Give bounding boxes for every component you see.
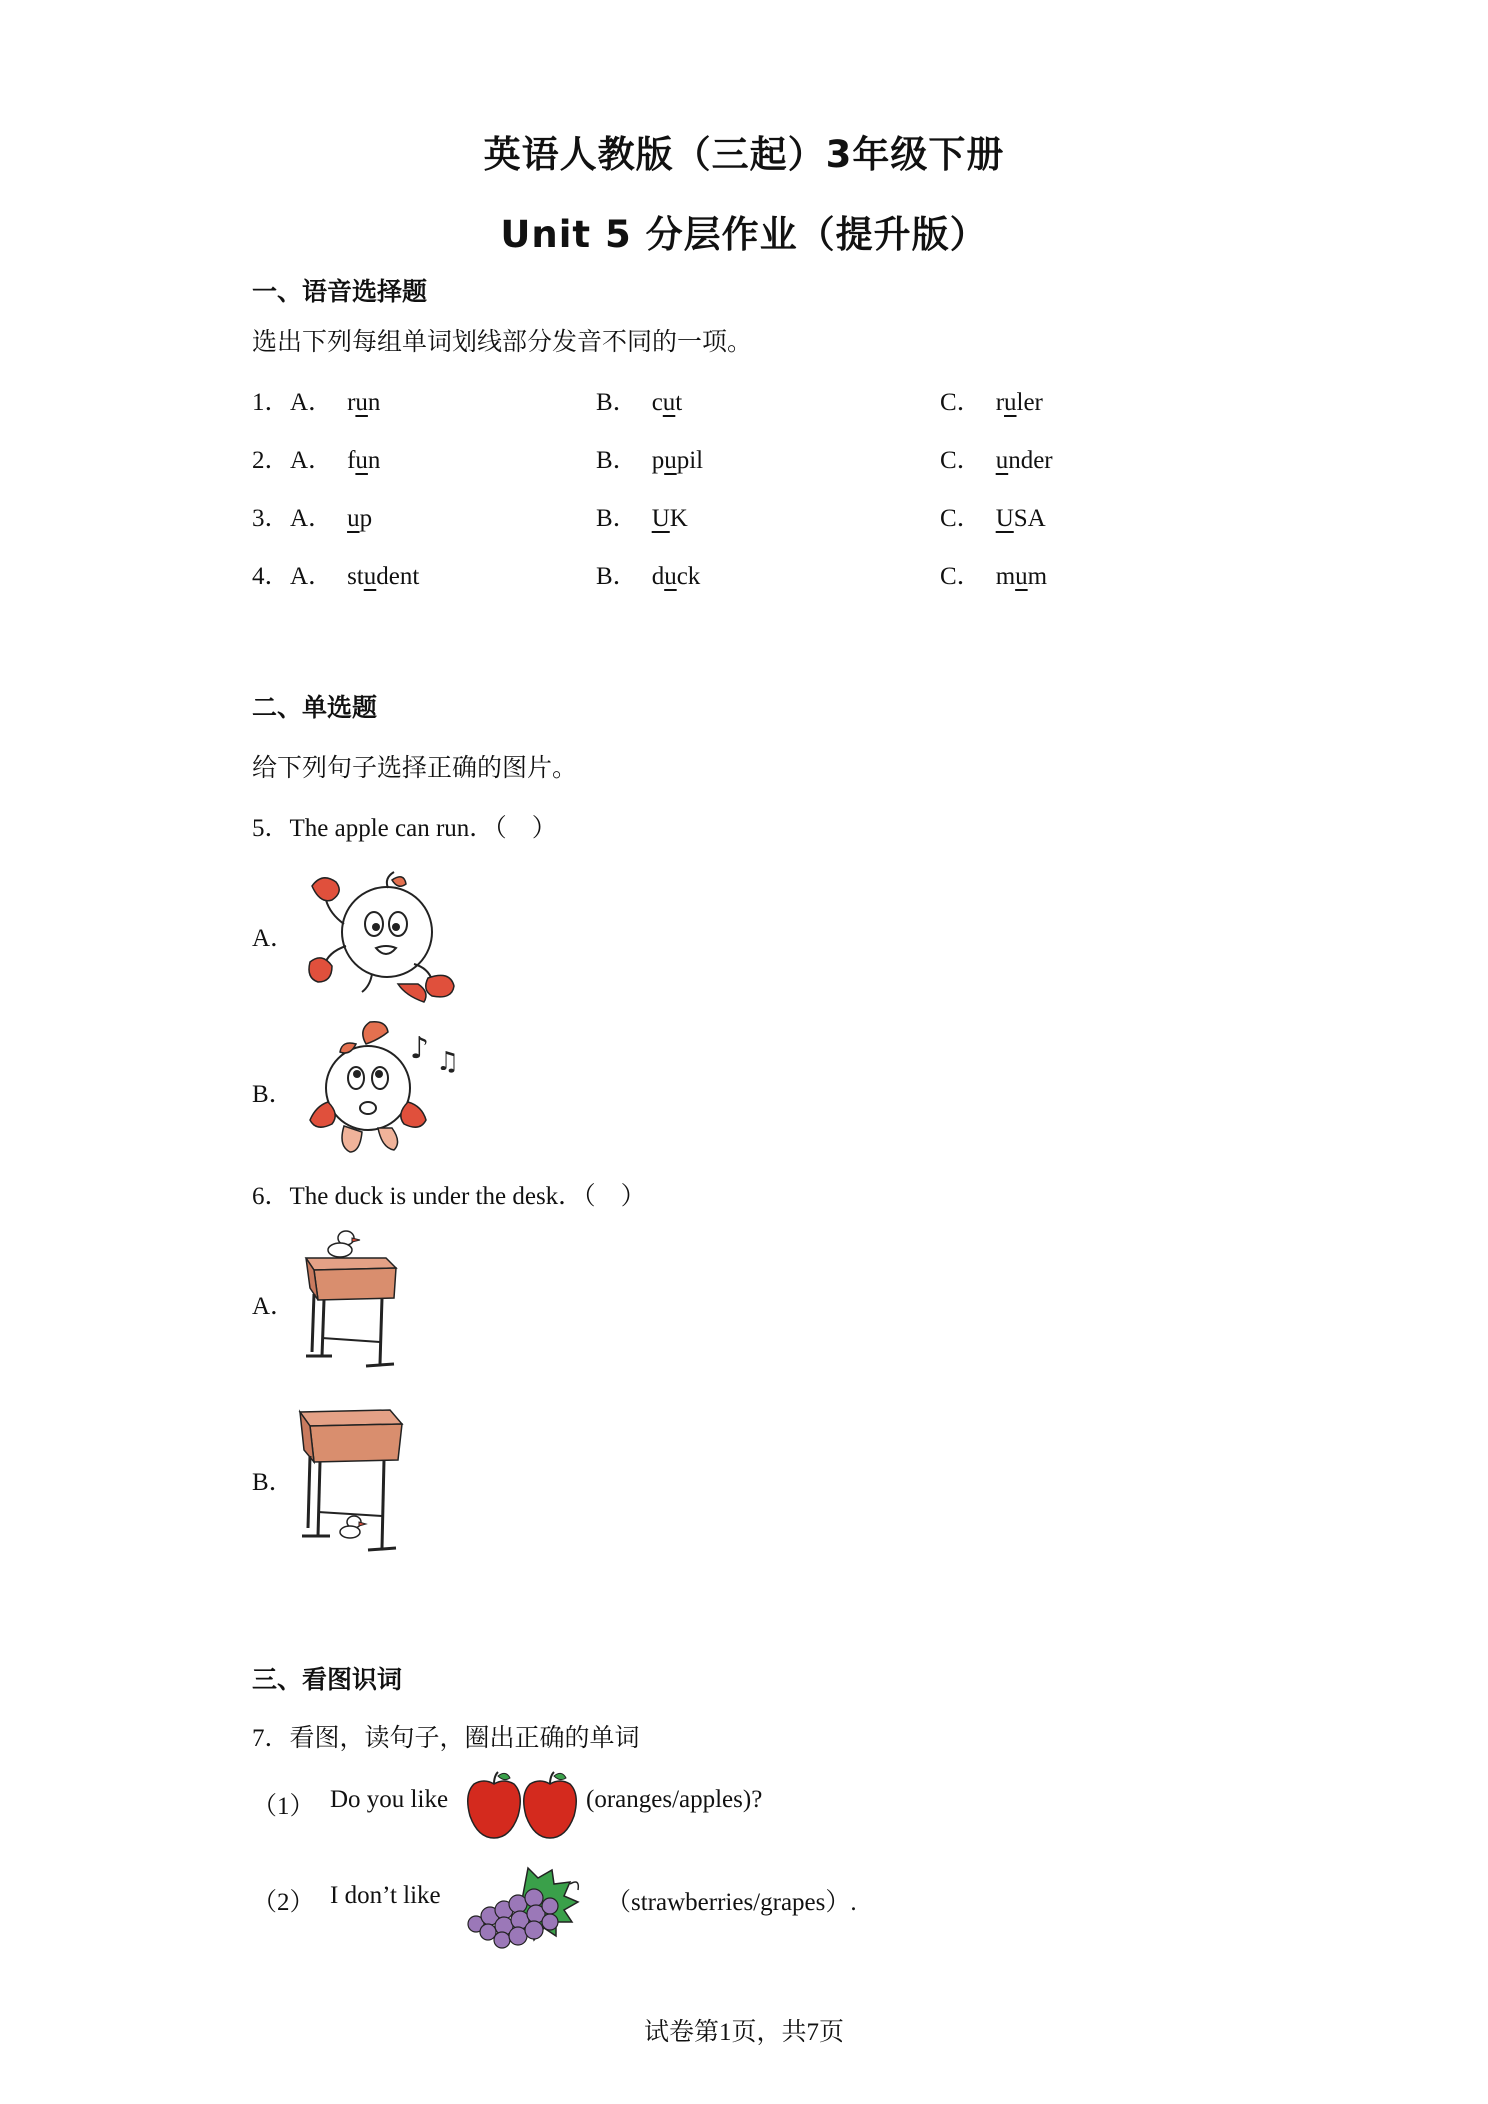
page-subtitle: Unit 5 分层作业（提升版）	[500, 213, 988, 256]
answer-option	[596, 440, 703, 476]
answer-option	[290, 498, 372, 534]
underlined-letter: u	[355, 389, 368, 416]
word-part: m	[1027, 563, 1048, 590]
word-part: ler	[1016, 389, 1043, 416]
answer-option	[290, 382, 380, 418]
underlined-letter: u	[1004, 389, 1017, 416]
option-label: B．	[596, 389, 638, 416]
sentence-text: Do you like	[330, 1786, 449, 1813]
underlined-letter: u	[347, 505, 360, 532]
answer-option	[940, 498, 1046, 534]
word-part: c	[651, 389, 663, 416]
underlined-letter: u	[664, 447, 677, 474]
option-label: C．	[940, 563, 982, 590]
word-part: n	[367, 447, 381, 474]
underlined-letter: u	[664, 563, 677, 590]
word-part: f	[347, 447, 356, 474]
svg-text:♫: ♫	[436, 1047, 460, 1077]
option-label: B．	[596, 447, 638, 474]
word-part: r	[347, 389, 356, 416]
answer-option	[596, 498, 688, 534]
answer-option	[940, 440, 1053, 476]
running-apple-image	[302, 866, 472, 1006]
question-7: 7．看图，读句子，圈出正确的单词	[252, 1725, 640, 1752]
word-part: dent	[376, 563, 420, 590]
question-number: 1．	[252, 389, 290, 416]
section-instruction: 给下列句子选择正确的图片。	[252, 755, 578, 782]
question-number: 4．	[252, 563, 290, 590]
option-label: B．	[596, 563, 638, 590]
word-choice: （strawberries/grapes）.	[606, 1889, 857, 1916]
answer-option	[940, 382, 1043, 418]
underlined-letter: u	[1015, 563, 1028, 590]
word-part: p	[359, 505, 373, 532]
answer-option	[940, 556, 1047, 592]
question-number: 3．	[252, 505, 290, 532]
word-part: nder	[1008, 447, 1053, 474]
word-part: st	[347, 563, 364, 590]
answer-option	[290, 440, 380, 476]
option-label: A．	[290, 505, 334, 532]
option-label-a: A．	[252, 1293, 296, 1320]
option-label: C．	[940, 447, 982, 474]
option-label: B．	[596, 505, 638, 532]
question-number: 2．	[252, 447, 290, 474]
option-label: C．	[940, 505, 982, 532]
word-choice: (oranges/apples)?	[586, 1786, 763, 1813]
grapes-image	[458, 1862, 598, 1952]
word-part: pil	[676, 447, 704, 474]
question-6: 6．The duck is under the desk．（ ）	[252, 1183, 646, 1210]
word-part: SA	[1013, 505, 1046, 532]
duck-on-desk-image	[296, 1224, 404, 1374]
word-part: n	[367, 389, 381, 416]
option-label: A．	[290, 447, 334, 474]
word-part: m	[995, 563, 1016, 590]
option-label-b: B．	[252, 1081, 294, 1108]
word-part: p	[651, 447, 665, 474]
word-part: r	[995, 389, 1005, 416]
answer-option	[596, 556, 700, 592]
underlined-letter: u	[995, 447, 1009, 474]
option-label: A．	[290, 563, 334, 590]
answer-option	[596, 382, 682, 418]
underlined-letter: u	[355, 447, 368, 474]
option-label-a: A．	[252, 925, 296, 952]
singing-apple-image	[298, 1018, 474, 1160]
section-heading-phonics: 一、语音选择题	[252, 277, 428, 306]
item-number: （1）	[252, 1793, 315, 1820]
answer-option	[290, 556, 419, 592]
underlined-letter: u	[662, 389, 676, 416]
page-footer: 试卷第1页，共7页	[643, 2019, 844, 2046]
word-part: d	[651, 563, 665, 590]
sentence-text: I don’t like	[330, 1882, 441, 1909]
underlined-letter: U	[651, 505, 670, 532]
apples-image	[466, 1770, 578, 1842]
word-part: ck	[676, 563, 701, 590]
option-label: C．	[940, 389, 982, 416]
section-heading-picture-words: 三、看图识词	[252, 1665, 403, 1694]
word-part: K	[669, 505, 688, 532]
svg-text:♪: ♪	[410, 1031, 430, 1066]
page-title: 英语人教版（三起）3年级下册	[483, 133, 1005, 176]
underlined-letter: U	[995, 505, 1014, 532]
option-label-b: B．	[252, 1469, 294, 1496]
section-heading-single-choice: 二、单选题	[252, 693, 378, 722]
item-number: （2）	[252, 1889, 315, 1916]
duck-under-desk-image	[294, 1404, 408, 1556]
word-part: t	[675, 389, 683, 416]
question-5: 5．The apple can run．（ ）	[252, 815, 557, 842]
section-instruction: 选出下列每组单词划线部分发音不同的一项。	[252, 329, 753, 356]
option-label: A．	[290, 389, 334, 416]
underlined-letter: u	[363, 563, 377, 590]
